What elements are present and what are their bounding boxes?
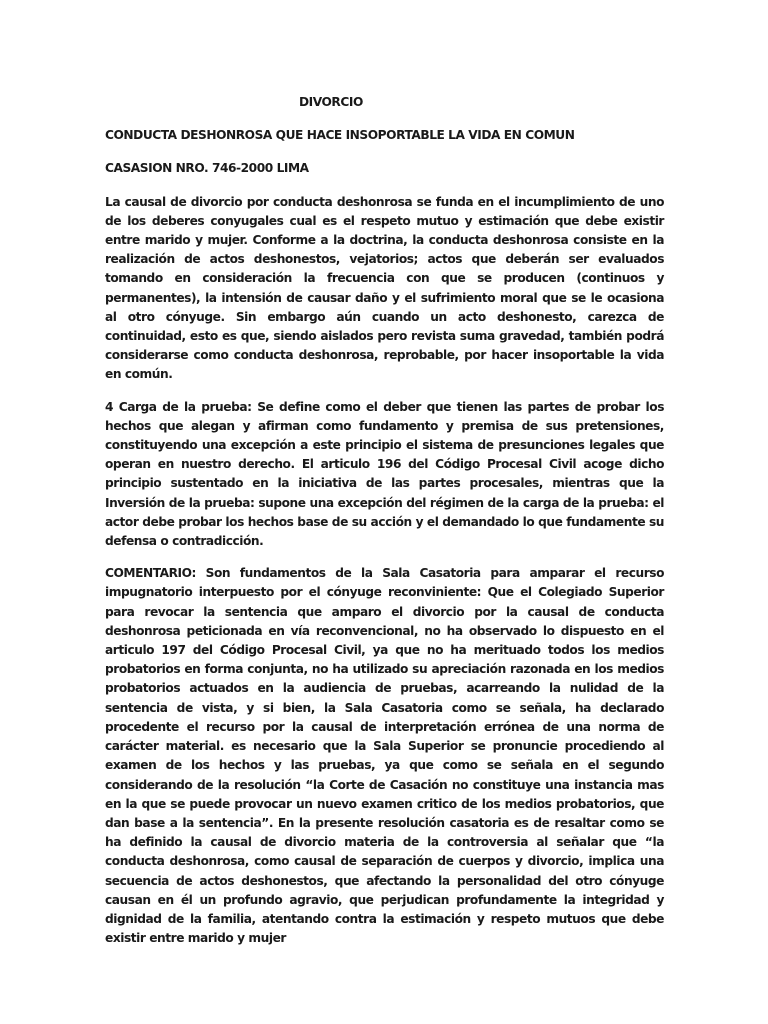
paragraph-causal-divorcio: La causal de divorcio por conducta deshonrosa se funda en el incumplimiento de uno de los deberes conyugales cual es el respeto mutuo y estimación que debe existir entre marido y mujer. Conforme a la doctrina, la conducta deshonrosa consiste en la realización de actos deshonestos, vejatorios; actos que deberán ser evaluados tomando en consideración la frecuencia con que se producen (continuos y permanentes), la intensión de causar daño y el sufrimiento moral que se le ocasiona al otro cónyuge. Sin embargo aún cuando un acto deshonesto, carezca de continuidad, esto es que, siendo aislados pero revista suma gravedad, también podrá considerarse como conducta deshonrosa, reprobable, por hacer insoportable la vida en común. [105,194,664,382]
document-subtitle: CONDUCTA DESHONROSA QUE HACE INSOPORTABLE LA VIDA EN COMUN [105,128,575,143]
document-page [105,93,664,961]
casation-reference: CASASION NRO. 746-2000 LIMA [105,161,309,176]
paragraph-comentario: COMENTARIO: Son fundamentos de la Sala Casatoria para amparar el recurso impugnatorio interpuesto por el cónyuge reconviniente: Que el Colegiado Superior para revocar la sentencia que amparo el divorcio por la causal de conducta deshonrosa peticionada en vía reconvencional, no ha observado lo dispuesto en el articulo 197 del Código Procesal Civil, ya que no ha merituado todos los medios probatorios en forma conjunta, no ha utilizado su apreciación razonada en los medios probatorios actuados en la audiencia de pruebas, acarreando la nulidad de la sentencia de vista, y si bien, la Sala Casatoria como se señala, ha declarado procedente el recurso por la causal de interpretación errónea de una norma de carácter material. es necesario que la Sala Superior se pronuncie procediendo al examen de los hechos y las pruebas, ya que como se señala en el segundo considerando de la resolución “la Corte de Casación no constituye una instancia mas en la que se puede provocar un nuevo examen critico de los medios probatorios, que dan base a la sentencia”. En la presente resolución casatoria es de resaltar como se ha definido la causal de divorcio materia de la controversia al señalar que “la conducta deshonrosa, como causal de separación de cuerpos y divorcio, implica una secuencia de actos deshonestos, que afectando la personalidad del otro cónyuge causan en él un profundo agravio, que perjudican profundamente la integridad y dignidad de la familia, atentando contra la estimación y respeto mutuos que debe existir entre marido y mujer [105,566,664,946]
document-title: DIVORCIO [299,95,363,109]
paragraph-carga-prueba: 4 Carga de la prueba: Se define como el deber que tienen las partes de probar los hechos que alegan y afirman como fundamento y premisa de sus pretensiones, constituyendo una excepción a este principio el sistema de presunciones legales que operan en nuestro derecho. El articulo 196 del Código Procesal Civil acoge dicho principio sustentado en la iniciativa de las partes procesales, mientras que la Inversión de la prueba: supone una excepción del régimen de la carga de la prueba: el actor debe probar los hechos base de su acción y el demandado lo que fundamente su defensa o contradicción. [105,399,664,549]
